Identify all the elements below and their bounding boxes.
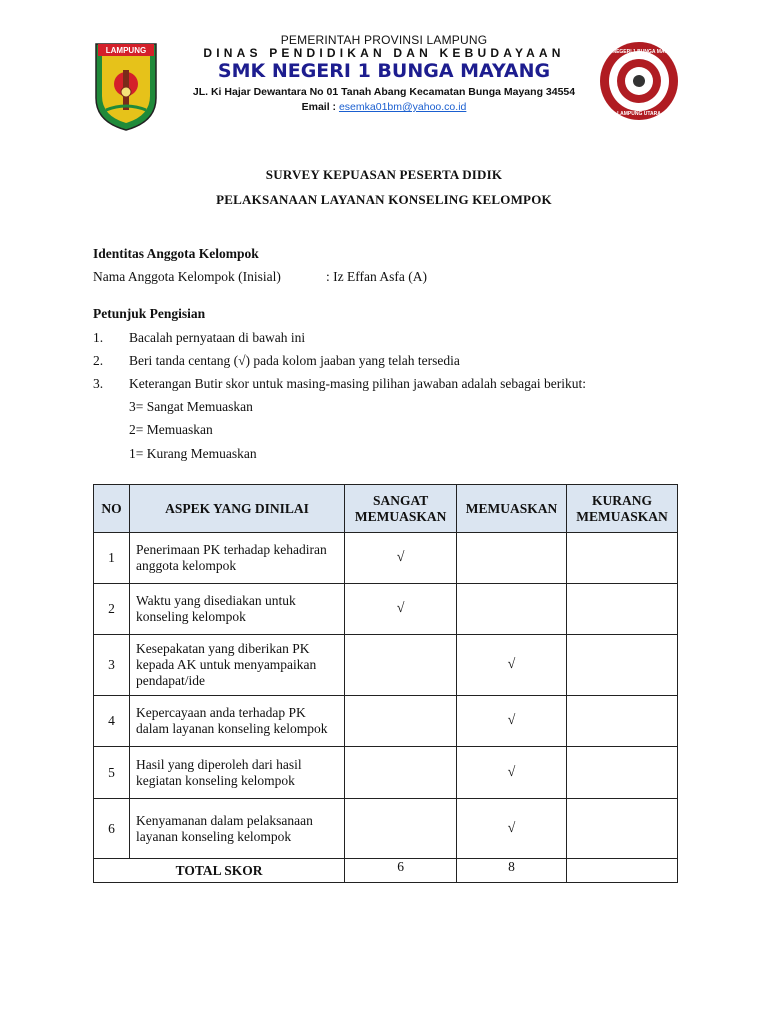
email-link[interactable]: esemka01bm@yahoo.co.id [338, 101, 467, 113]
header-memuaskan: MEMUASKAN [457, 485, 567, 533]
header-no: NO [94, 485, 130, 533]
row-sangat-check[interactable]: √ [345, 584, 457, 635]
scale-item-2: 2= Memuaskan [129, 422, 213, 437]
row-aspect: Kesepakatan yang diberikan PK kepada AK untuk menyampaikan pendapat/ide [129, 635, 344, 696]
email-label: Email : [301, 101, 337, 113]
scale-item-1: 1= Kurang Memuaskan [129, 446, 257, 461]
row-kurang-check[interactable] [567, 747, 678, 799]
table-row [94, 799, 678, 859]
svg-text:SMK NEGERI 1 BUNGA MAYANG: SMK NEGERI 1 BUNGA MAYANG [599, 49, 679, 55]
row-memuaskan-check[interactable]: √ [457, 799, 567, 859]
svg-text:LAMPUNG: LAMPUNG [105, 46, 147, 55]
row-no: 5 [94, 747, 130, 799]
svg-text:LAMPUNG UTARA: LAMPUNG UTARA [617, 111, 661, 117]
row-no: 3 [94, 635, 130, 696]
survey-title: SURVEY KEPUASAN PESERTA DIDIK [265, 167, 503, 182]
header-sangat: SANGAT MEMUASKAN [345, 485, 457, 533]
instruction-text-1: Bacalah pernyataan di bawah ini [129, 330, 306, 345]
total-memuaskan: 8 [457, 859, 567, 883]
total-sangat: 6 [345, 859, 457, 883]
instruction-num-2: 2. [93, 353, 104, 368]
instruction-text-3: Keterangan Butir skor untuk masing-masing pilihan jawaban adalah sebagai berikut: [129, 376, 586, 391]
table-header-row [94, 485, 678, 533]
row-no: 6 [94, 799, 130, 859]
identity-value: : Iz Effan Asfa (A) [326, 269, 427, 284]
row-memuaskan-check[interactable]: √ [457, 696, 567, 747]
row-no: 2 [94, 584, 130, 635]
header-aspect: ASPEK YANG DINILAI [129, 485, 344, 533]
instruction-text-2: Beri tanda centang (√) pada kolom jaaban yang telah tersedia [129, 353, 460, 368]
identity-heading: Identitas Anggota Kelompok [93, 246, 259, 261]
row-sangat-check[interactable] [345, 696, 457, 747]
table-row [94, 584, 678, 635]
row-no: 1 [94, 533, 130, 584]
row-kurang-check[interactable] [567, 635, 678, 696]
instructions-heading: Petunjuk Pengisian [93, 306, 206, 321]
total-label: TOTAL SKOR [94, 859, 345, 883]
header-email-line [0, 101, 768, 113]
header-government: PEMERINTAH PROVINSI LAMPUNG [280, 33, 488, 47]
row-memuaskan-check[interactable] [457, 584, 567, 635]
total-row [94, 859, 678, 883]
header-kurang: KURANG MEMUASKAN [567, 485, 678, 533]
instruction-num-3: 3. [93, 376, 104, 391]
table-row [94, 533, 678, 584]
header-department: DINAS PENDIDIKAN DAN KEBUDAYAAN [203, 46, 565, 60]
total-kurang [567, 859, 678, 883]
row-no: 4 [94, 696, 130, 747]
table-row [94, 635, 678, 696]
row-aspect: Kepercayaan anda terhadap PK dalam layanan konseling kelompok [129, 696, 344, 747]
row-memuaskan-check[interactable] [457, 533, 567, 584]
row-sangat-check[interactable]: √ [345, 533, 457, 584]
row-memuaskan-check[interactable]: √ [457, 747, 567, 799]
survey-table [93, 484, 678, 883]
row-aspect: Kenyamanan dalam pelaksanaan layanan konseling kelompok [129, 799, 344, 859]
row-sangat-check[interactable] [345, 635, 457, 696]
row-aspect: Waktu yang disediakan untuk konseling kelompok [129, 584, 344, 635]
row-kurang-check[interactable] [567, 799, 678, 859]
survey-subtitle: PELAKSANAAN LAYANAN KONSELING KELOMPOK [216, 192, 552, 207]
header-address: JL. Ki Hajar Dewantara No 01 Tanah Abang Kecamatan Bunga Mayang 34554 [192, 86, 576, 98]
row-kurang-check[interactable] [567, 696, 678, 747]
row-kurang-check[interactable] [567, 584, 678, 635]
header-school-name: SMK NEGERI 1 BUNGA MAYANG [217, 60, 551, 82]
instruction-num-1: 1. [93, 330, 104, 345]
table-row [94, 696, 678, 747]
row-aspect: Hasil yang diperoleh dari hasil kegiatan konseling kelompok [129, 747, 344, 799]
scale-item-3: 3= Sangat Memuaskan [129, 399, 253, 414]
row-kurang-check[interactable] [567, 533, 678, 584]
row-memuaskan-check[interactable]: √ [457, 635, 567, 696]
row-sangat-check[interactable] [345, 799, 457, 859]
row-sangat-check[interactable] [345, 747, 457, 799]
row-aspect: Penerimaan PK terhadap kehadiran anggota kelompok [129, 533, 344, 584]
identity-label: Nama Anggota Kelompok (Inisial) [93, 269, 281, 284]
table-row [94, 747, 678, 799]
